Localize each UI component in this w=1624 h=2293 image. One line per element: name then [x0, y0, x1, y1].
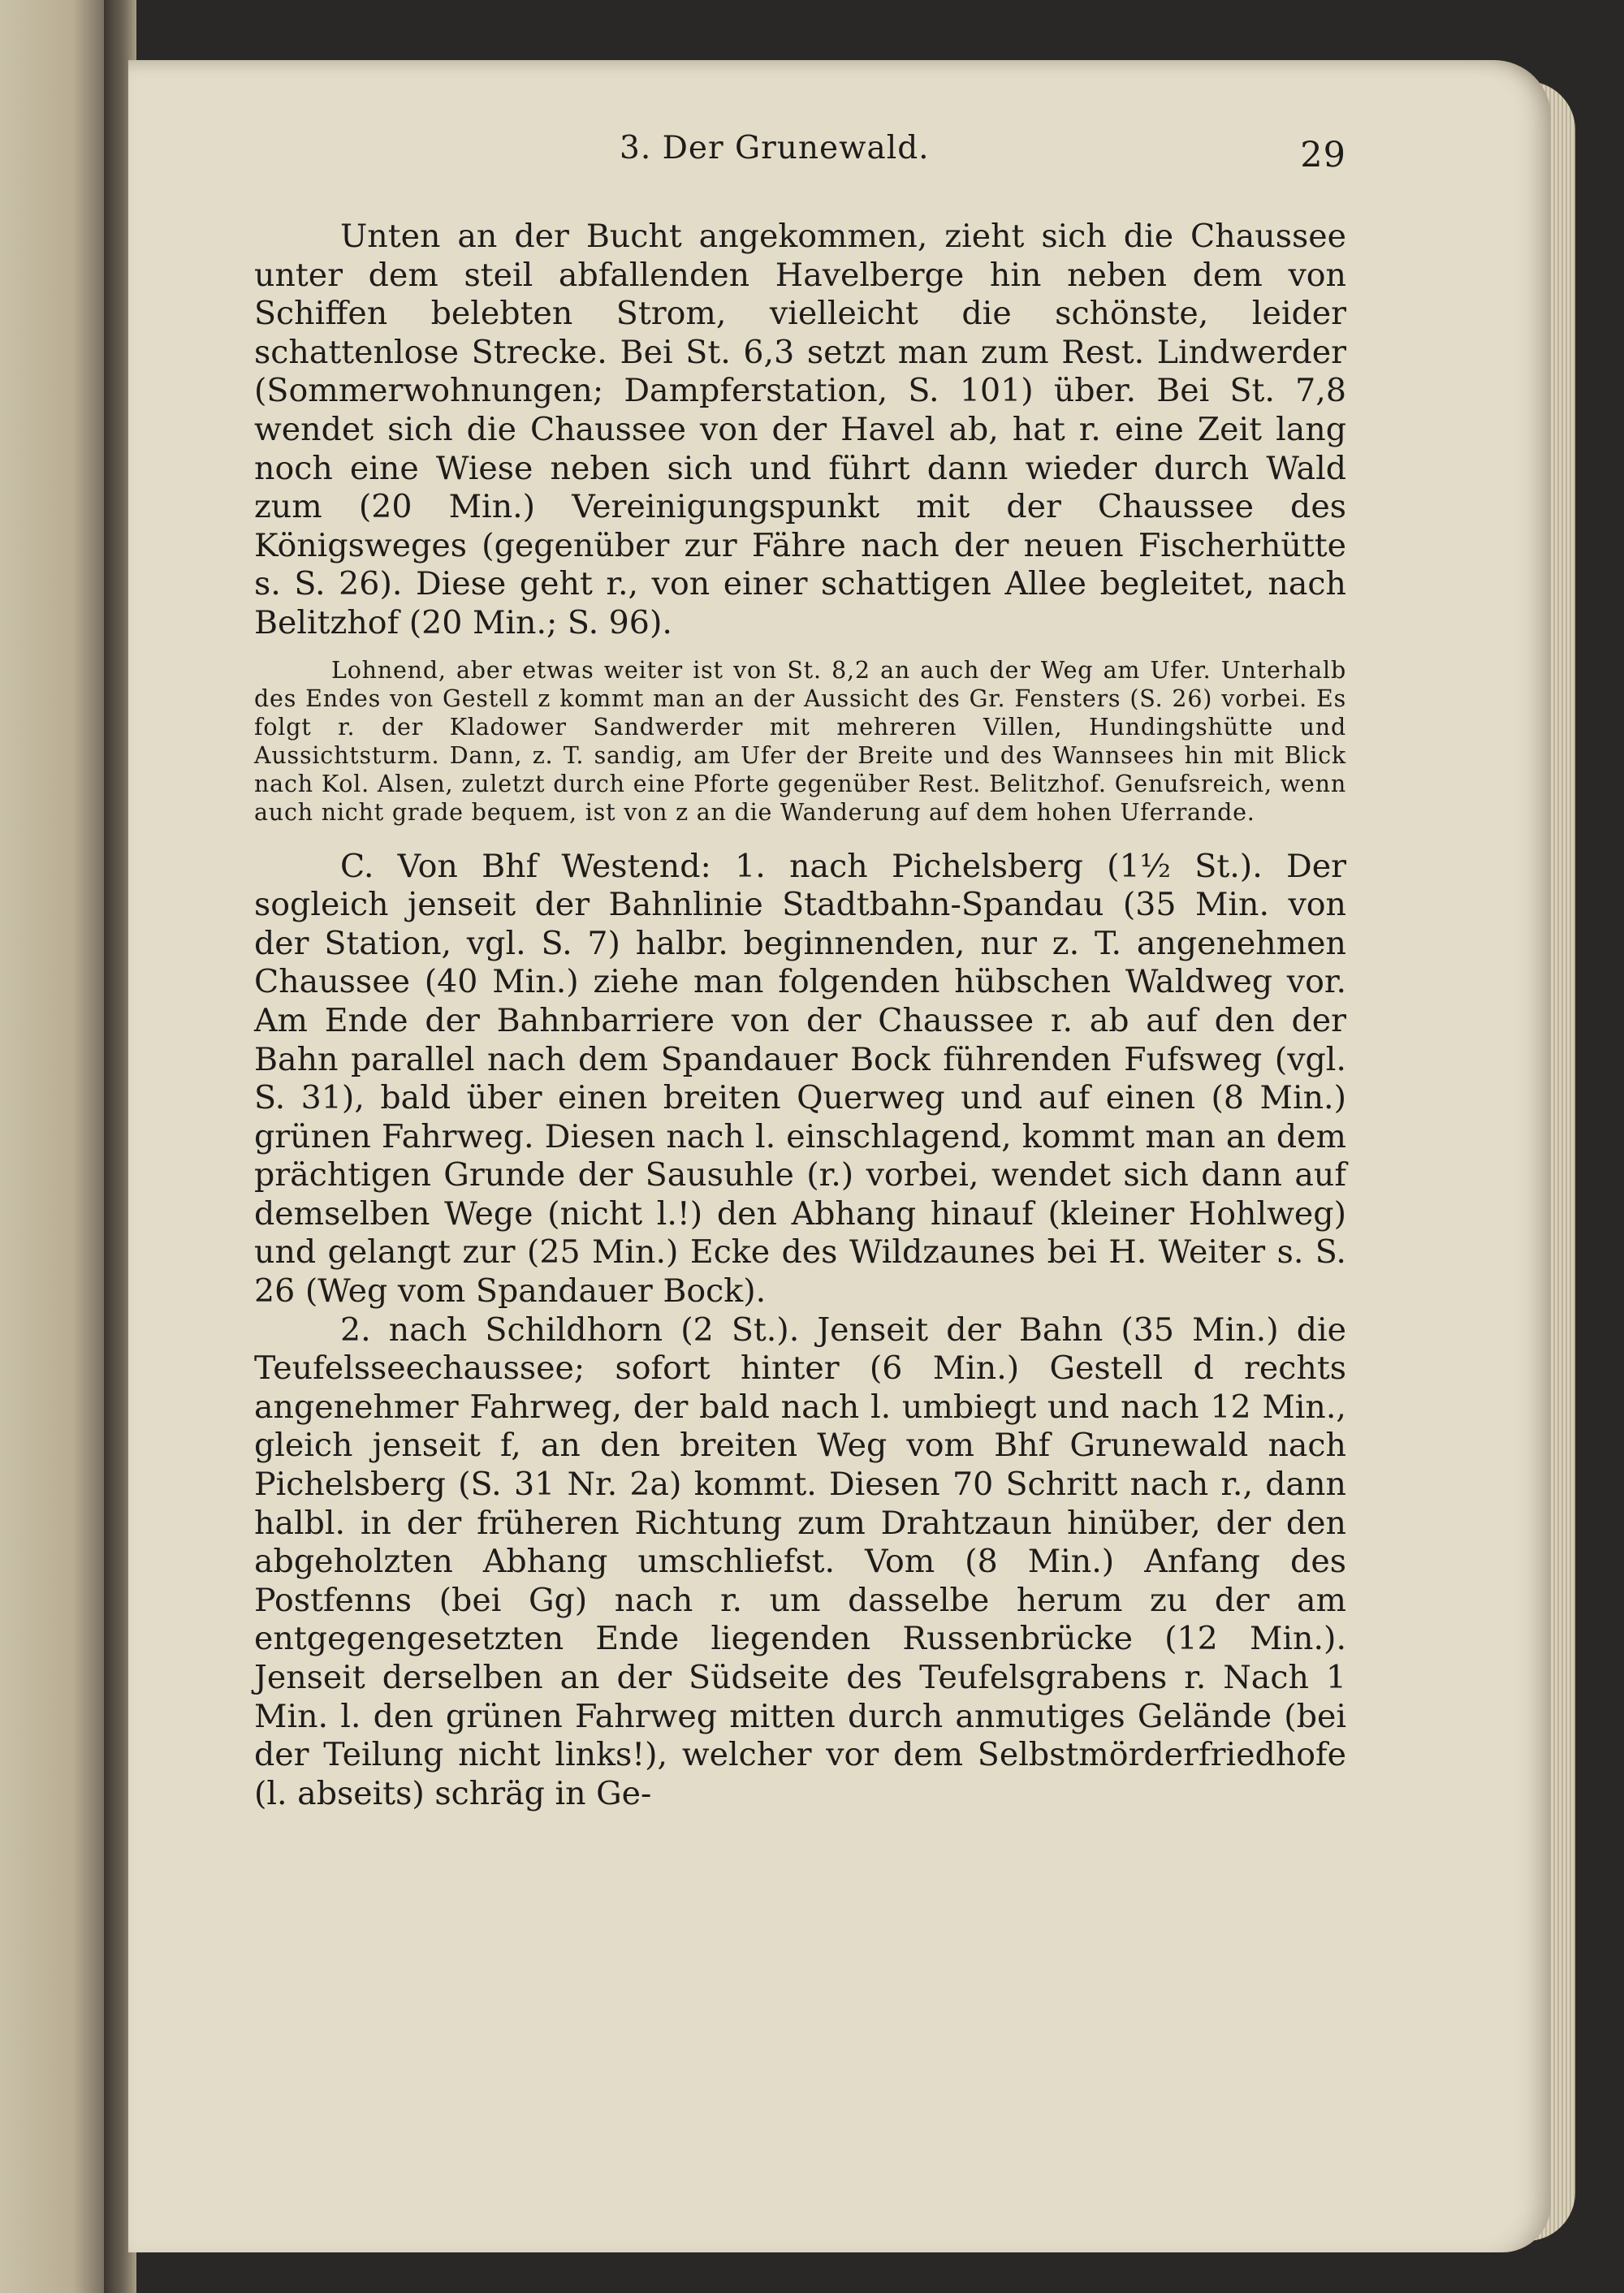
running-title: 3. Der Grunewald.: [620, 130, 930, 166]
page-number: 29: [1300, 135, 1346, 175]
main-text: [254, 218, 1346, 643]
small-print-note: [254, 656, 1346, 827]
page-content: [254, 130, 1346, 1813]
running-header: [254, 130, 1346, 179]
section-c: [254, 848, 1346, 1814]
paragraph: 2. nach Schildhorn (2 St.). Jenseit der Bahn (35 Min.) die Teufelsseechaussee; sofort hinter (6 Min.) Gestell d rechts angenehmer Fahrweg, der bald nach l. umbiegt und nach 12 Min., gleich jenseit f, an den breiten Weg vom Bhf Grunewald nach Pichelsberg (S. 31 Nr. 2a) kommt. Diesen 70 Schritt nach r., dann halbl. in der früheren Richtung zum Drahtzaun hinüber, der den abgeholzten Abhang umschliefst. Vom (8 Min.) Anfang des Postfenns (bei Gg) nach r. um dasselbe herum zu der am entgegengesetzten Ende liegenden Russenbrücke (12 Min.). Jenseit derselben an der Südseite des Teufelsgrabens r. Nach 1 Min. l. den grünen Fahrweg mitten durch anmutiges Gelände (bei der Teilung nicht links!), welcher vor dem Selbstmörderfriedhofe (l. abseits) schräg in Ge-: [254, 1311, 1346, 1812]
paragraph: C. Von Bhf Westend: 1. nach Pichelsberg (1½ St.). Der sogleich jenseit der Bahnlinie Stadtbahn-Spandau (35 Min. von der Station, vgl. S. 7) halbr. beginnenden, nur z. T. angenehmen Chaussee (40 Min.) ziehe man folgenden hübschen Waldweg vor. Am Ende der Bahnbarriere von der Chaussee r. ab auf den der Bahn parallel nach dem Spandauer Bock führenden Fufsweg (vgl. S. 31), bald über einen breiten Querweg und auf einen (8 Min.) grünen Fahrweg. Diesen nach l. einschlagend, kommt man an dem prächtigen Grunde der Sausuhle (r.) vorbei, wendet sich dann auf demselben Wege (nicht l.!) den Abhang hinauf (kleiner Hohlweg) und gelangt zur (25 Min.) Ecke des Wildzaunes bei H. Weiter s. S. 26 (Weg vom Spandauer Bock).: [254, 847, 1346, 1311]
note-paragraph: Lohnend, aber etwas weiter ist von St. 8,2 an auch der Weg am Ufer. Unterhalb des Endes von Gestell z kommt man an der Aussicht des Gr. Fensters (S. 26) vorbei. Es folgt r. der Kladower Sandwerder mit mehreren Villen, Hundingshütte und Aussichtsturm. Dann, z. T. sandig, am Ufer der Breite und des Wannsees hin mit Blick nach Kol. Alsen, zuletzt durch eine Pforte gegenüber Rest. Belitzhof. Genufsreich, wenn auch nicht grade bequem, ist von z an die Wanderung auf dem hohen Uferrande.: [254, 656, 1346, 826]
paragraph: Unten an der Bucht angekommen, zieht sich die Chaussee unter dem steil abfallenden Havelberge hin neben dem von Schiffen belebten Strom, vielleicht die schönste, leider schattenlose Strecke. Bei St. 6,3 setzt man zum Rest. Lindwerder (Sommerwohnungen; Dampferstation, S. 101) über. Bei St. 7,8 wendet sich die Chaussee von der Havel ab, hat r. eine Zeit lang noch eine Wiese neben sich und führt dann wieder durch Wald zum (20 Min.) Vereinigungspunkt mit der Chaussee des Königsweges (gegenüber zur Fähre nach der neuen Fischerhütte s. S. 26). Diese geht r., von einer schattigen Allee begleitet, nach Belitzhof (20 Min.; S. 96).: [254, 218, 1346, 641]
